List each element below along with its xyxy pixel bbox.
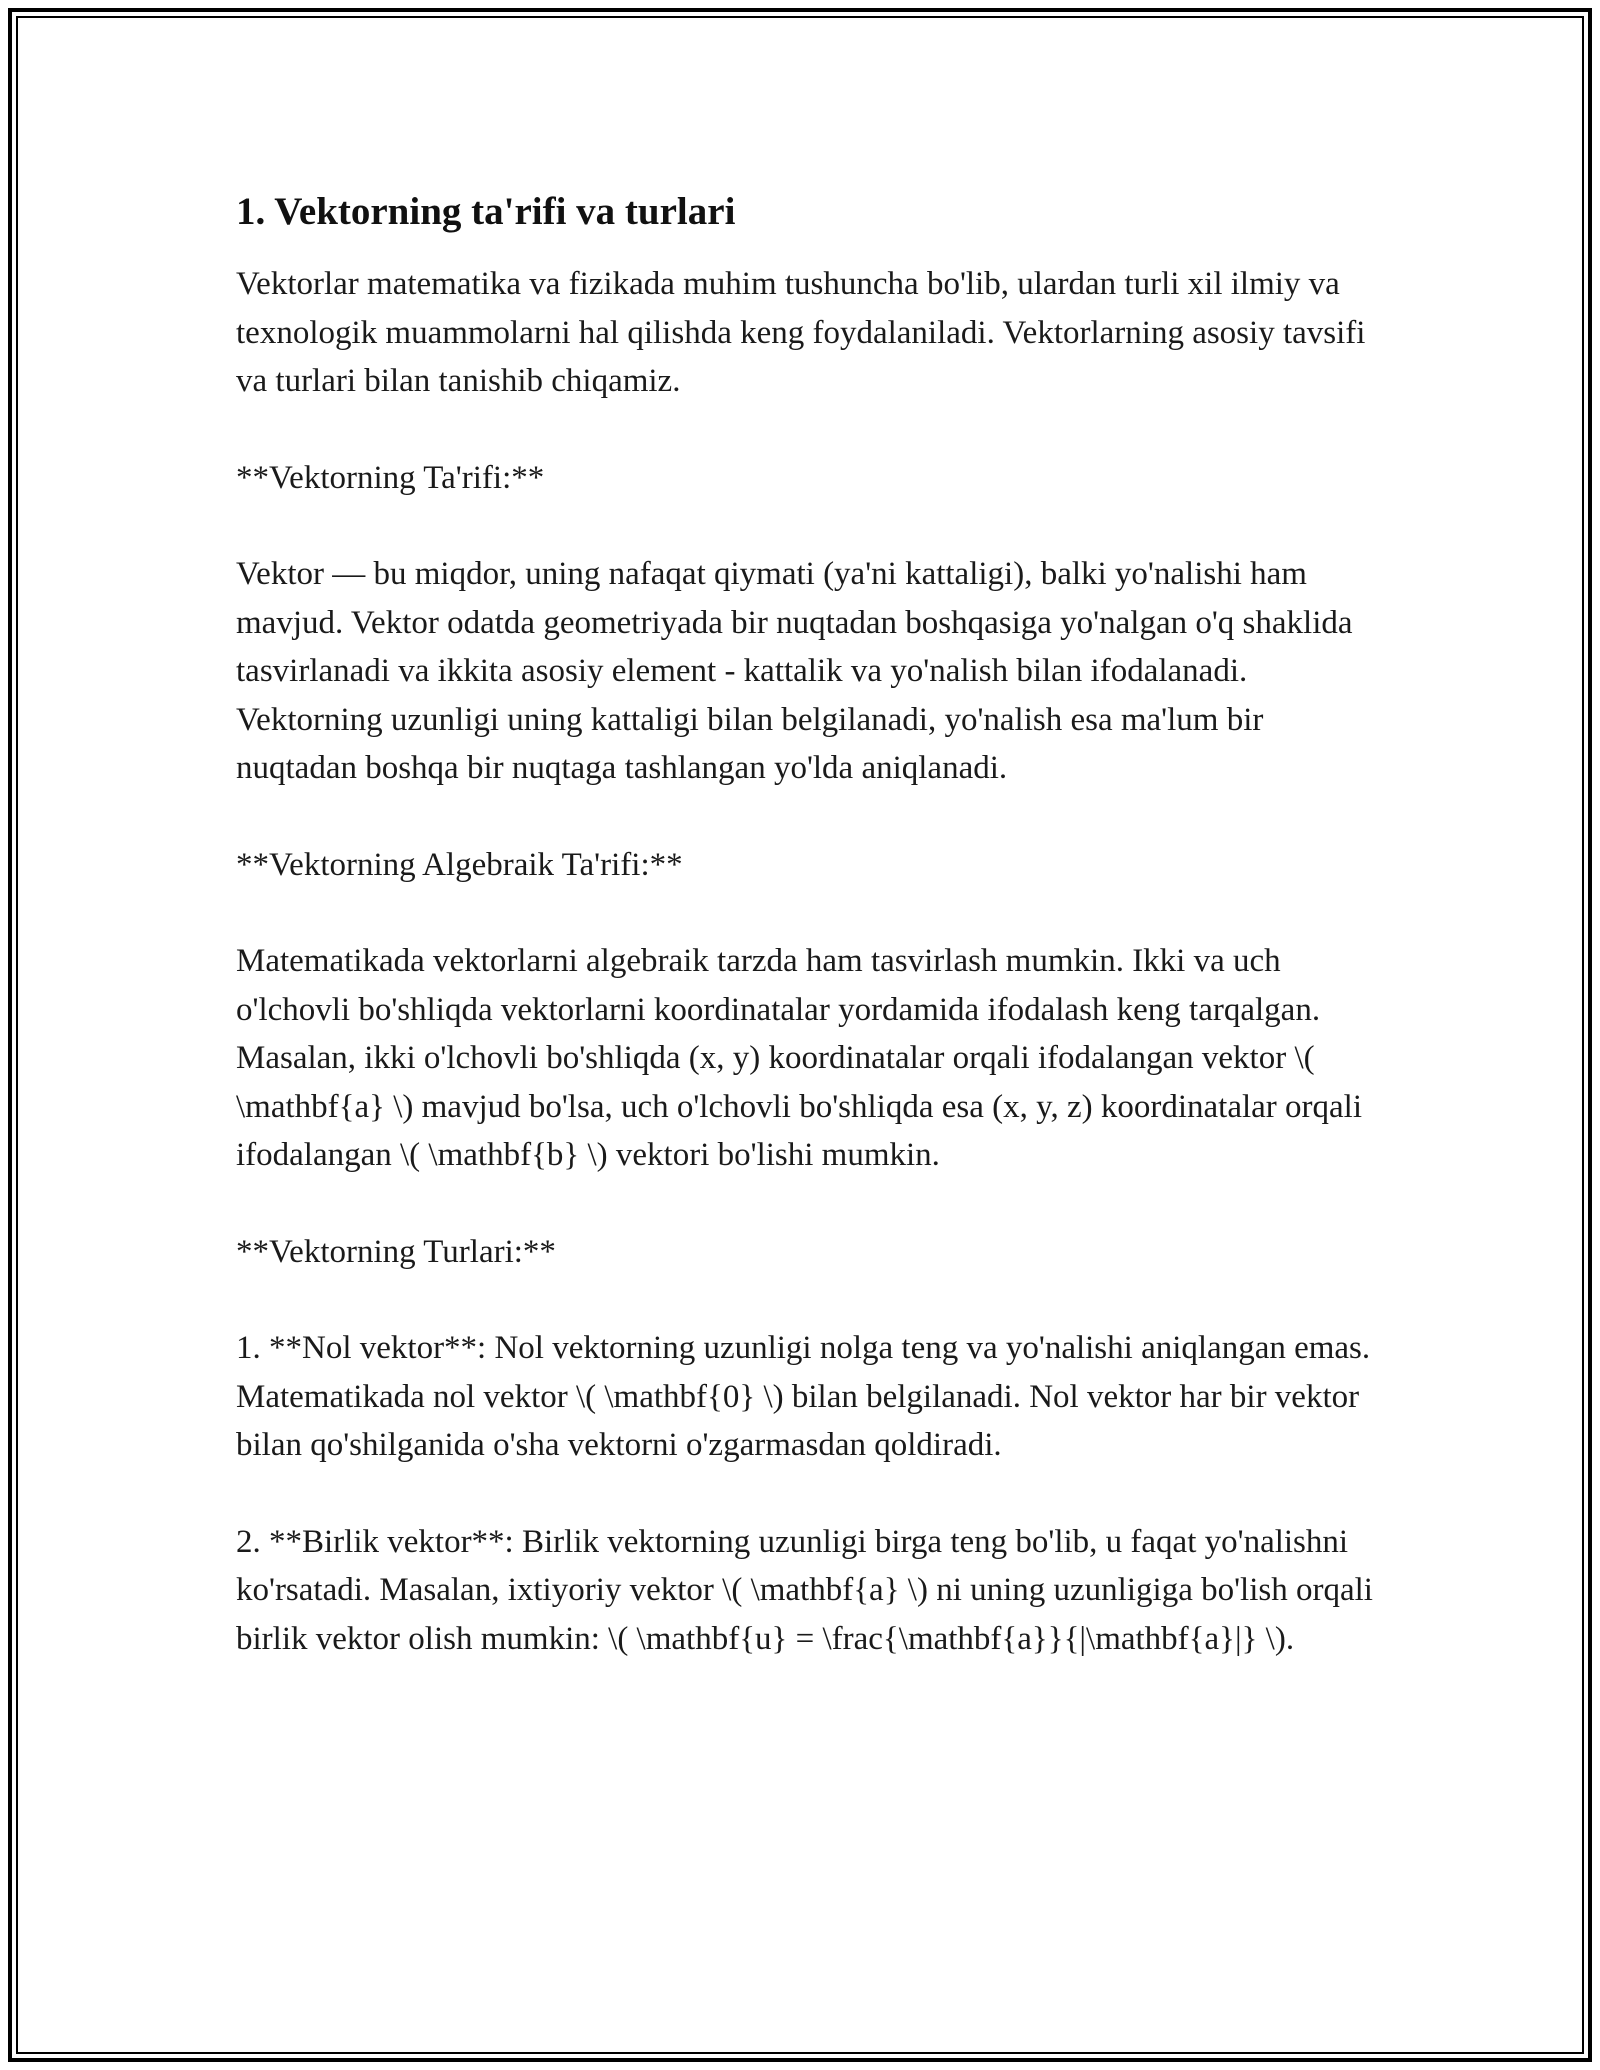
definition-paragraph: Vektor — bu miqdor, uning nafaqat qiymati (ya'ni kattaligi), balki yo'nalishi ham mavjud. Vektor odatda geometriyada bir nuqtadan boshqasiga yo'nalgan o'q shaklida tasvirlanadi va ikkita asosiy element - kattalik va yo'nalish bilan ifodalanadi. Vektorning uzunligi uning kattaligi bilan belgilanadi, yo'nalish esa ma'lum bir nuqtadan boshqa bir nuqtaga tashlangan yo'lda aniqlanadi. <box>236 556 1353 786</box>
section-heading: 1. Vektorning ta'rifi va turlari <box>236 190 736 233</box>
types-subheading: **Vektorning Turlari:** <box>236 1233 556 1270</box>
intro-paragraph: Vektorlar matematika va fizikada muhim tushuncha bo'lib, ulardan turli xil ilmiy va texnologik muammolarni hal qilishda keng foydalaniladi. Vektorlarning asosiy tavsifi va turlari bilan tanishib chiqamiz. <box>236 266 1366 399</box>
zero-vector-item: 1. **Nol vektor**: Nol vektorning uzunligi nolga teng va yo'nalishi aniqlangan emas. Matematikada nol vektor \( \mathbf{0} \) bilan belgilanadi. Nol vektor har bir vektor bilan qo'shilganida o'sha vektorni o'zgarmasdan qoldiradi. <box>236 1330 1371 1463</box>
definition-subheading: **Vektorning Ta'rifi:** <box>236 459 545 496</box>
document-body <box>236 186 1376 1711</box>
algebraic-definition-subheading: **Vektorning Algebraik Ta'rifi:** <box>236 846 683 883</box>
algebraic-definition-paragraph: Matematikada vektorlarni algebraik tarzda ham tasvirlash mumkin. Ikki va uch o'lchovli bo'shliqda vektorlarni koordinatalar yordamida ifodalash keng tarqalgan. Masalan, ikki o'lchovli bo'shliqda (x, y) koordinatalar orqali ifodalangan vektor \( \mathbf{a} \) mavjud bo'lsa, uch o'lchovli bo'shliqda esa (x, y, z) koordinatalar orqali ifodalangan \( \mathbf{b} \) vektori bo'lishi mumkin. <box>236 943 1362 1173</box>
unit-vector-item: 2. **Birlik vektor**: Birlik vektorning uzunligi birga teng bo'lib, u faqat yo'nalishni ko'rsatadi. Masalan, ixtiyoriy vektor \( \mathbf{a} \) ni uning uzunligiga bo'lish orqali birlik vektor olish mumkin: \( \mathbf{u} = \frac{\mathbf{a}}{|\mathbf{a}|} \). <box>236 1523 1373 1657</box>
